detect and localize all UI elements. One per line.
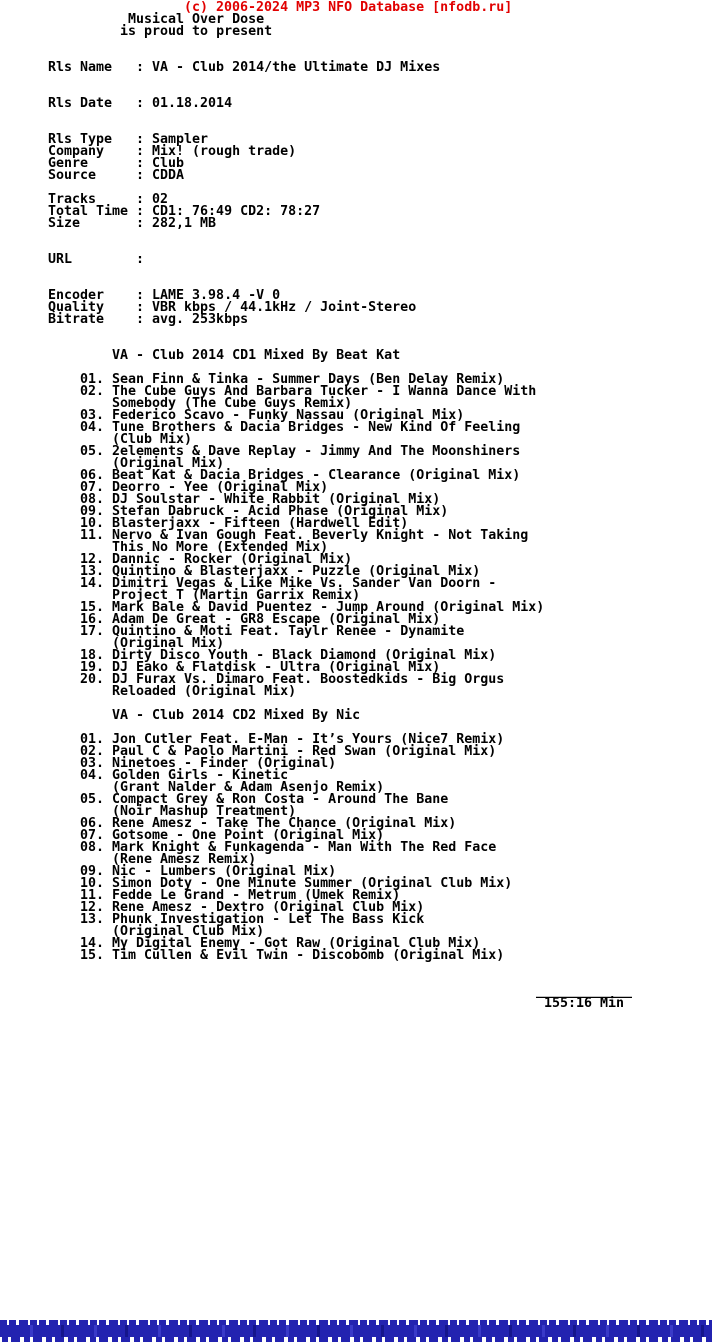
track-number: 10.: [80, 516, 105, 531]
info-row-rls-type: [0, 134, 712, 146]
info-row-rls-name: [0, 62, 712, 74]
track-text: Mark Knight & Funkagenda - Man With The Red Face: [112, 840, 497, 855]
track-number: 03.: [80, 756, 105, 771]
info-label: Genre: [48, 156, 89, 171]
track-text: Jon Cutler Feat. E-Man - It’s Yours (Nice7 Remix): [112, 732, 505, 747]
track-text: Sean Finn & Tinka - Summer Days (Ben Delay Remix): [112, 372, 505, 387]
spacer: [0, 326, 712, 350]
track-text: Quintino & Moti Feat. Taylr Renee - Dynamite: [112, 624, 465, 639]
track-number: 08.: [80, 840, 105, 855]
track-text: (Club Mix): [112, 432, 193, 447]
track-text: Phunk Investigation - Let The Bass Kick: [112, 912, 425, 927]
spacer: [0, 74, 712, 98]
track-text: Nervo & Ivan Gough Feat. Beverly Knight - Not Taking: [112, 528, 529, 543]
info-separator: :: [136, 192, 145, 207]
ascii-art-banner: [0, 1320, 712, 1342]
info-row-bitrate: [0, 314, 712, 326]
track-text: Compact Grey & Ron Costa - Around The Bane: [112, 792, 449, 807]
track-number: 01.: [80, 732, 105, 747]
spacer: [0, 38, 712, 62]
track-number: 07.: [80, 480, 105, 495]
track-text: Fedde Le Grand - Metrum (Umek Remix): [112, 888, 401, 903]
info-row-source: [0, 170, 712, 182]
info-separator: :: [136, 132, 145, 147]
info-separator: :: [136, 204, 145, 219]
group-name: Musical Over Dose: [128, 12, 265, 27]
info-value: VA - Club 2014/the Ultimate DJ Mixes: [152, 60, 441, 75]
info-separator: :: [136, 252, 145, 267]
info-label: Encoder: [48, 288, 105, 303]
track-text: (Original Mix): [112, 456, 225, 471]
track-number: 09.: [80, 504, 105, 519]
track-text: Beat Kat & Dacia Bridges - Clearance (Original Mix): [112, 468, 521, 483]
track-number: 06.: [80, 468, 105, 483]
track-number: 17.: [80, 624, 105, 639]
track-number: 09.: [80, 864, 105, 879]
track-text: Dimitri Vegas & Like Mike Vs. Sander Van Doorn -: [112, 576, 497, 591]
track-text: 2elements & Dave Replay - Jimmy And The Moonshiners: [112, 444, 521, 459]
track-line: [0, 674, 712, 686]
track-text: Dirty Disco Youth - Black Diamond (Original Mix): [112, 648, 497, 663]
track-number: 13.: [80, 564, 105, 579]
track-text: Dannic - Rocker (Original Mix): [112, 552, 353, 567]
info-label: Size: [48, 216, 81, 231]
banner-body: [0, 1325, 712, 1337]
track-text: (Grant Nalder & Adam Asenjo Remix): [112, 780, 385, 795]
track-number: 05.: [80, 792, 105, 807]
info-separator: :: [136, 96, 145, 111]
cd1-tracklist: [0, 374, 712, 698]
track-number: 14.: [80, 576, 105, 591]
track-text: My Digital Enemy - Got Raw (Original Club Mix): [112, 936, 481, 951]
track-line: [0, 422, 712, 434]
total-time-value: 155:16 Min: [544, 996, 625, 1011]
info-separator: :: [136, 156, 145, 171]
spacer: [0, 266, 712, 290]
info-label: Total Time: [48, 204, 129, 219]
cd2-tracklist: [0, 734, 712, 962]
cd1-title: VA - Club 2014 CD1 Mixed By Beat Kat: [112, 348, 401, 363]
info-separator: :: [136, 300, 145, 315]
track-number: 18.: [80, 648, 105, 663]
track-number: 11.: [80, 888, 105, 903]
track-number: 04.: [80, 768, 105, 783]
spacer: [0, 962, 712, 986]
track-text: Deorro - Yee (Original Mix): [112, 480, 329, 495]
track-number: 20.: [80, 672, 105, 687]
track-number: 04.: [80, 420, 105, 435]
track-text: (Noir Mashup Treatment): [112, 804, 297, 819]
track-number: 15.: [80, 948, 105, 963]
track-number: 08.: [80, 492, 105, 507]
info-row-rls-date: [0, 98, 712, 110]
track-number: 14.: [80, 936, 105, 951]
info-label: Rls Name: [48, 60, 113, 75]
track-text: Federico Scavo - Funky Nassau (Original Mix): [112, 408, 465, 423]
track-line: [0, 746, 712, 758]
info-separator: :: [136, 216, 145, 231]
track-text: The Cube Guys And Barbara Tucker - I Wanna Dance With: [112, 384, 537, 399]
track-text: Stefan Dabruck - Acid Phase (Original Mix): [112, 504, 449, 519]
track-number: 01.: [80, 372, 105, 387]
track-text: Tune Brothers & Dacia Bridges - New Kind Of Feeling: [112, 420, 521, 435]
track-text: DJ Soulstar - White Rabbit (Original Mix): [112, 492, 441, 507]
info-label: Company: [48, 144, 105, 159]
info-label: URL: [48, 252, 73, 267]
track-text: (Rene Amesz Remix): [112, 852, 257, 867]
spacer: [0, 110, 712, 134]
info-row-company: [0, 146, 712, 158]
info-value: [144, 252, 152, 267]
info-label: Rls Date: [48, 96, 113, 111]
track-number: 13.: [80, 912, 105, 927]
track-text: Mark Bale & David Puentez - Jump Around (Original Mix): [112, 600, 545, 615]
track-line: [0, 470, 712, 482]
track-number: 11.: [80, 528, 105, 543]
info-row-quality: [0, 302, 712, 314]
info-label: Quality: [48, 300, 105, 315]
track-text: Rene Amesz - Dextro (Original Club Mix): [112, 900, 425, 915]
track-number: 15.: [80, 600, 105, 615]
track-number: 10.: [80, 876, 105, 891]
info-value: LAME 3.98.4 -V 0: [152, 288, 281, 303]
track-text: Quintino & Blasterjaxx - Puzzle (Original Mix): [112, 564, 481, 579]
track-text: Tim Cullen & Evil Twin - Discobomb (Original Mix): [112, 948, 505, 963]
track-number: 12.: [80, 900, 105, 915]
track-text: This No More (Extended Mix): [112, 540, 329, 555]
track-text: (Original Club Mix): [112, 924, 265, 939]
info-separator: :: [136, 312, 145, 327]
spacer: [0, 182, 712, 194]
info-value: VBR kbps / 44.1kHz / Joint-Stereo: [152, 300, 417, 315]
tagline: is proud to present: [120, 24, 273, 39]
info-row-genre: [0, 158, 712, 170]
track-number: 02.: [80, 384, 105, 399]
track-number: 03.: [80, 408, 105, 423]
info-value: avg. 253kbps: [152, 312, 249, 327]
track-line: [0, 914, 712, 926]
track-text: Project T (Martin Garrix Remix): [112, 588, 361, 603]
track-text: Nic - Lumbers (Original Mix): [112, 864, 337, 879]
track-line: [0, 686, 712, 698]
track-text: (Original Mix): [112, 636, 225, 651]
track-line: [0, 446, 712, 458]
info-label: Rls Type: [48, 132, 113, 147]
track-line: [0, 626, 712, 638]
track-text: Blasterjaxx - Fifteen (Hardwell Edit): [112, 516, 409, 531]
info-row-url: [0, 254, 712, 266]
info-label: Bitrate: [48, 312, 105, 327]
track-text: Gotsome - One Point (Original Mix): [112, 828, 385, 843]
total-rule: ____________: [536, 984, 633, 999]
spacer: [0, 230, 712, 254]
info-row-total-time: [0, 206, 712, 218]
info-separator: :: [136, 60, 145, 75]
track-line: [0, 794, 712, 806]
track-line: [0, 854, 712, 866]
cd2-title: VA - Club 2014 CD2 Mixed By Nic: [112, 708, 361, 723]
track-text: DJ Furax Vs. Dimaro Feat. Boostedkids - Big Orgus: [112, 672, 505, 687]
track-text: Ninetoes - Finder (Original): [112, 756, 337, 771]
info-value: CD1: 76:49 CD2: 78:27: [152, 204, 321, 219]
info-value: 02: [152, 192, 169, 207]
track-text: Somebody (The Cube Guys Remix): [112, 396, 353, 411]
info-label: Source: [48, 168, 97, 183]
info-value: Sampler: [152, 132, 209, 147]
track-number: 19.: [80, 660, 105, 675]
track-line: [0, 530, 712, 542]
info-separator: :: [136, 168, 145, 183]
track-text: Simon Doty - One Minute Summer (Original Club Mix): [112, 876, 513, 891]
track-number: 06.: [80, 816, 105, 831]
track-number: 05.: [80, 444, 105, 459]
track-line: [0, 542, 712, 554]
track-text: Rene Amesz - Take The Chance (Original Mix): [112, 816, 457, 831]
info-value: Club: [152, 156, 185, 171]
track-number: 02.: [80, 744, 105, 759]
track-line: [0, 950, 712, 962]
track-line: [0, 842, 712, 854]
track-number: 12.: [80, 552, 105, 567]
info-label: Tracks: [48, 192, 97, 207]
track-text: Adam De Great - GR8 Escape (Original Mix): [112, 612, 441, 627]
track-text: Reloaded (Original Mix): [112, 684, 297, 699]
info-value: 282,1 MB: [152, 216, 217, 231]
info-separator: :: [136, 144, 145, 159]
info-value: Mix! (rough trade): [152, 144, 297, 159]
track-number: 16.: [80, 612, 105, 627]
info-value: CDDA: [152, 168, 185, 183]
copyright-line: (c) 2006-2024 MP3 NFO Database [nfodb.ru]: [184, 0, 513, 15]
track-text: Paul C & Paolo Martini - Red Swan (Original Mix): [112, 744, 497, 759]
info-row-size: [0, 218, 712, 230]
info-value: 01.18.2014: [152, 96, 233, 111]
track-text: Golden Girls - Kinetic: [112, 768, 289, 783]
track-number: 07.: [80, 828, 105, 843]
info-separator: :: [136, 288, 145, 303]
track-text: DJ Eako & Flatdisk - Ultra (Original Mix): [112, 660, 441, 675]
track-line: [0, 758, 712, 770]
banner-bottom-edge: [0, 1337, 712, 1342]
track-line: [0, 386, 712, 398]
